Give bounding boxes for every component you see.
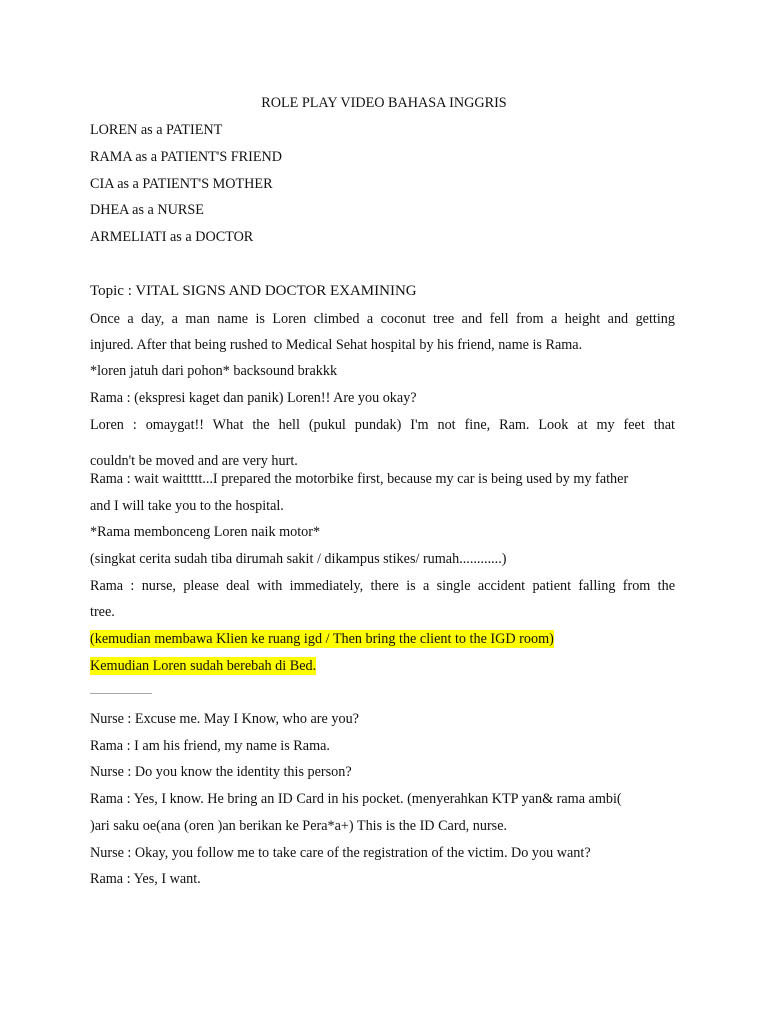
dialogue-line: couldn't be moved and are very hurt.	[90, 453, 298, 469]
dialogue-line: Nurse : Excuse me. May I Know, who are you?	[90, 711, 359, 727]
cast-item-armeliati: ARMELIATI as a DOCTOR	[90, 229, 254, 245]
dialogue-line: Nurse : Do you know the identity this person?	[90, 764, 352, 780]
stage-direction: *Rama membonceng Loren naik motor*	[90, 524, 321, 540]
dialogue-line: Loren : omaygat!! What the hell (pukul pundak) I'm not fine, Ram. Look at my feet that	[90, 417, 675, 433]
topic-heading: Topic : VITAL SIGNS AND DOCTOR EXAMINING	[90, 283, 417, 299]
cast-item-rama: RAMA as a PATIENT'S FRIEND	[90, 149, 282, 165]
stage-direction: (singkat cerita sudah tiba dirumah sakit / dikampus stikes/ rumah............)	[90, 551, 507, 567]
dialogue-line: Rama : (ekspresi kaget dan panik) Loren!! Are you okay?	[90, 390, 417, 406]
dialogue-line: and I will take you to the hospital.	[90, 498, 284, 514]
cast-item-loren: LOREN as a PATIENT	[90, 122, 223, 138]
story-line: injured. After that being rushed to Medical Sehat hospital by his friend, name is Rama.	[90, 337, 583, 353]
dialogue-line: Rama : I am his friend, my name is Rama.	[90, 738, 330, 754]
dialogue-line: Rama : wait waittttt...I prepared the motorbike first, because my car is being used by my father	[90, 471, 629, 487]
cast-item-dhea: DHEA as a NURSE	[90, 202, 204, 218]
highlight-text: (kemudian membawa Klien ke ruang igd / Then bring the client to the IGD room)	[90, 631, 554, 647]
highlight-text: Kemudian Loren sudah berebah di Bed.	[90, 658, 317, 674]
highlighted-direction	[90, 657, 675, 675]
story-line: Once a day, a man name is Loren climbed a coconut tree and fell from a height and getting	[90, 311, 675, 327]
cast-item-cia: CIA as a PATIENT'S MOTHER	[90, 176, 273, 192]
dialogue-line: Rama : nurse, please deal with immediately, there is a single accident patient falling from the	[90, 578, 675, 594]
dialogue-line: Rama : Yes, I know. He bring an ID Card in his pocket. (menyerahkan KTP yan& rama ambi(	[90, 791, 622, 807]
dialogue-line: Nurse : Okay, you follow me to take care of the registration of the victim. Do you want?	[90, 845, 591, 861]
stage-direction: *loren jatuh dari pohon* backsound brakkk	[90, 363, 338, 379]
dialogue-line: Rama : Yes, I want.	[90, 871, 201, 887]
dotted-separator: ...............................	[90, 687, 152, 696]
highlighted-direction	[90, 630, 675, 648]
page-title: ROLE PLAY VIDEO BAHASA INGGRIS	[261, 95, 507, 111]
dialogue-line: )ari saku oe(ana (oren )an berikan ke Pera*a+) This is the ID Card, nurse.	[90, 818, 508, 834]
dialogue-line: tree.	[90, 604, 115, 620]
